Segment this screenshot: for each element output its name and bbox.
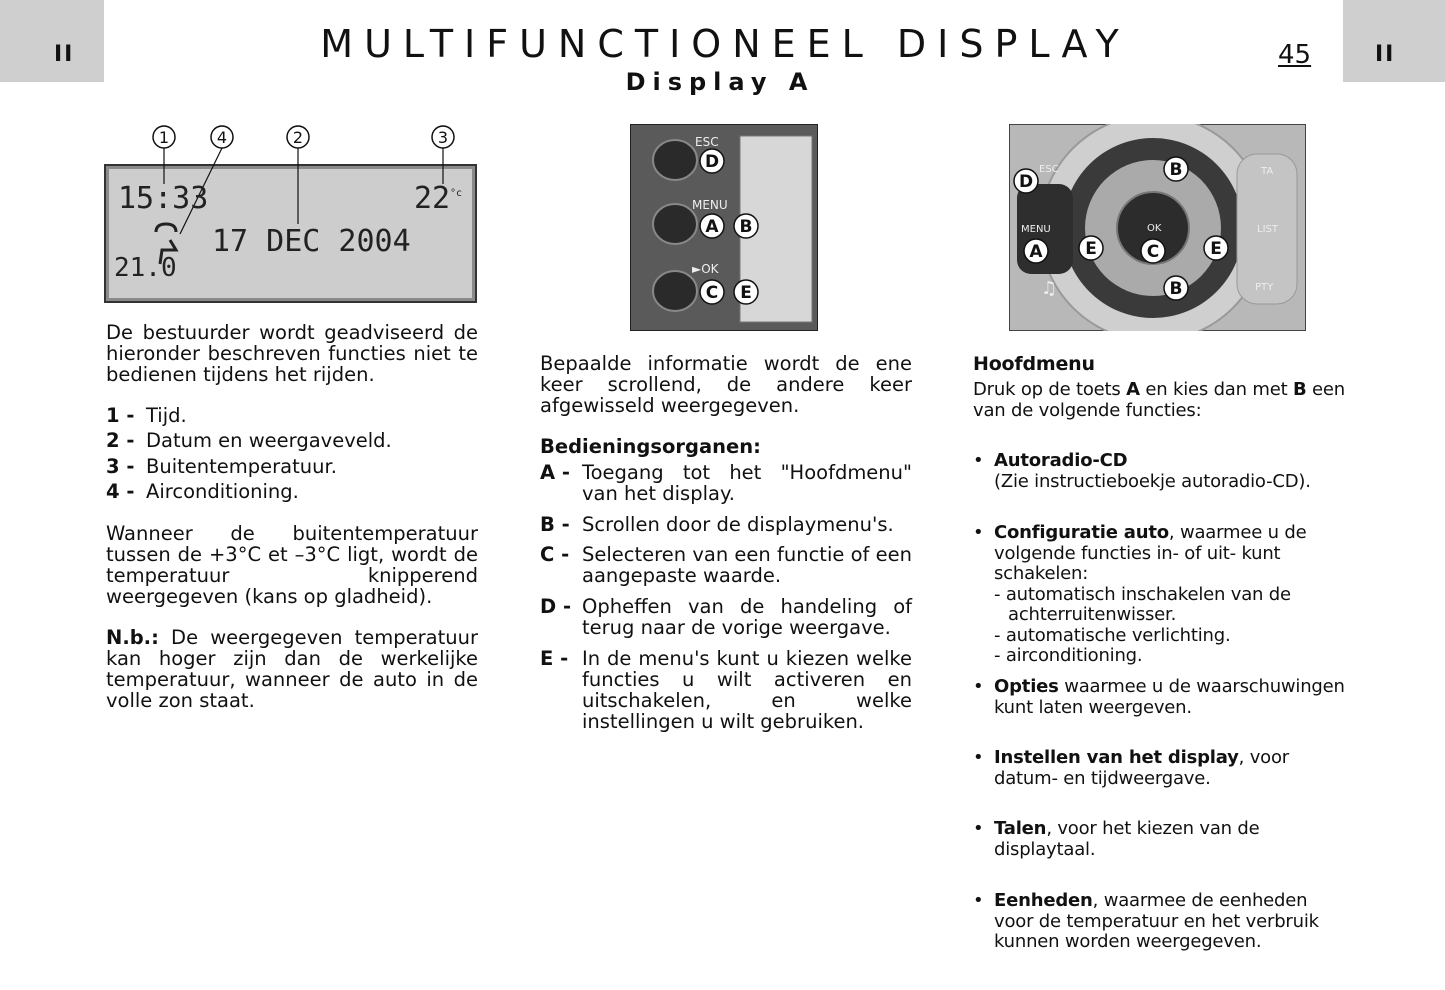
letter-e: E (1210, 239, 1222, 259)
list-item: 4 - Airconditioning. (106, 480, 299, 503)
pty-button[interactable]: PTY (1255, 282, 1274, 293)
letter-b: B (1169, 279, 1183, 299)
esc-label: ESC (695, 135, 719, 149)
menu-label: MENU (692, 198, 728, 212)
col1-note: N.b.: De weergegeven temperatuur kan hoger zijn dan de werkelijke temperatuur, wanneer de auto in de volle zon staat. (106, 626, 478, 712)
callout-label: 1 (158, 128, 170, 147)
section-tab-left (0, 0, 104, 82)
lcd-temperature: 22 (414, 181, 451, 216)
display-figure (104, 122, 478, 304)
page-title: MULTIFUNCTIONEEL DISPLAY (320, 22, 1130, 66)
callout-label: 3 (437, 128, 449, 147)
menu-button[interactable] (653, 204, 697, 244)
esc-label: ESC (1039, 164, 1059, 175)
list-item: 2 - Datum en weergaveveld. (106, 429, 392, 452)
controls-heading: Bedieningsorganen: (540, 435, 761, 458)
letter-a: A (705, 217, 719, 237)
ok-label: ►OK (692, 262, 719, 276)
lcd-value: 21.0 (114, 253, 177, 283)
page-subtitle: Display A (625, 68, 815, 96)
main-menu-intro: Druk op de toets A en kies dan met B een van de volgende functies: (973, 379, 1345, 421)
col1-paragraph: Wanneer de buitentemperatuur tussen de +3°C et –3°C ligt, wordt de temperatuur knipperend weergegeven (kans op gladheid). (106, 522, 478, 608)
letter-e: E (1085, 239, 1097, 259)
menu-label: MENU (1021, 224, 1051, 235)
list-item: 3 - Buitentemperatuur. (106, 455, 337, 478)
section-mark: II (1375, 42, 1396, 67)
letter-c: C (1146, 242, 1160, 262)
radio-figure (1009, 124, 1306, 331)
ok-label: OK (1147, 223, 1162, 234)
letter-b: B (1169, 160, 1183, 180)
page-number: 45 (1278, 40, 1312, 70)
section-tab-right (1343, 0, 1445, 82)
section-mark: II (54, 42, 75, 67)
list-button[interactable]: LIST (1257, 224, 1278, 235)
col2-intro: Bepaalde informatie wordt de ene keer scrollend, de andere keer afgewisseld weergegeven. (540, 352, 912, 417)
list-item: 1 - Tijd. (106, 404, 187, 427)
callout-label: 4 (216, 128, 228, 147)
lcd-temp-unit: °c (450, 188, 463, 199)
music-icon: ♫ (1041, 278, 1058, 299)
letter-b: B (739, 217, 753, 237)
lcd-time: 15:33 (118, 181, 209, 216)
callout-label: 2 (292, 128, 304, 147)
esc-button[interactable] (653, 140, 697, 180)
ok-button[interactable] (653, 271, 697, 311)
lcd-date: 17 DEC 2004 (212, 224, 411, 259)
letter-d: D (1018, 172, 1034, 192)
buttons-figure (630, 124, 818, 331)
col1-intro: De bestuurder wordt geadviseerd de hieronder beschreven functies niet te bedienen tijdens het rijden. (106, 321, 478, 386)
letter-e: E (740, 283, 752, 303)
main-menu-heading: Hoofdmenu (973, 353, 1095, 375)
letter-a: A (1029, 242, 1043, 262)
letter-c: C (705, 283, 719, 303)
letter-d: D (704, 152, 720, 172)
ta-button[interactable]: TA (1261, 166, 1274, 177)
